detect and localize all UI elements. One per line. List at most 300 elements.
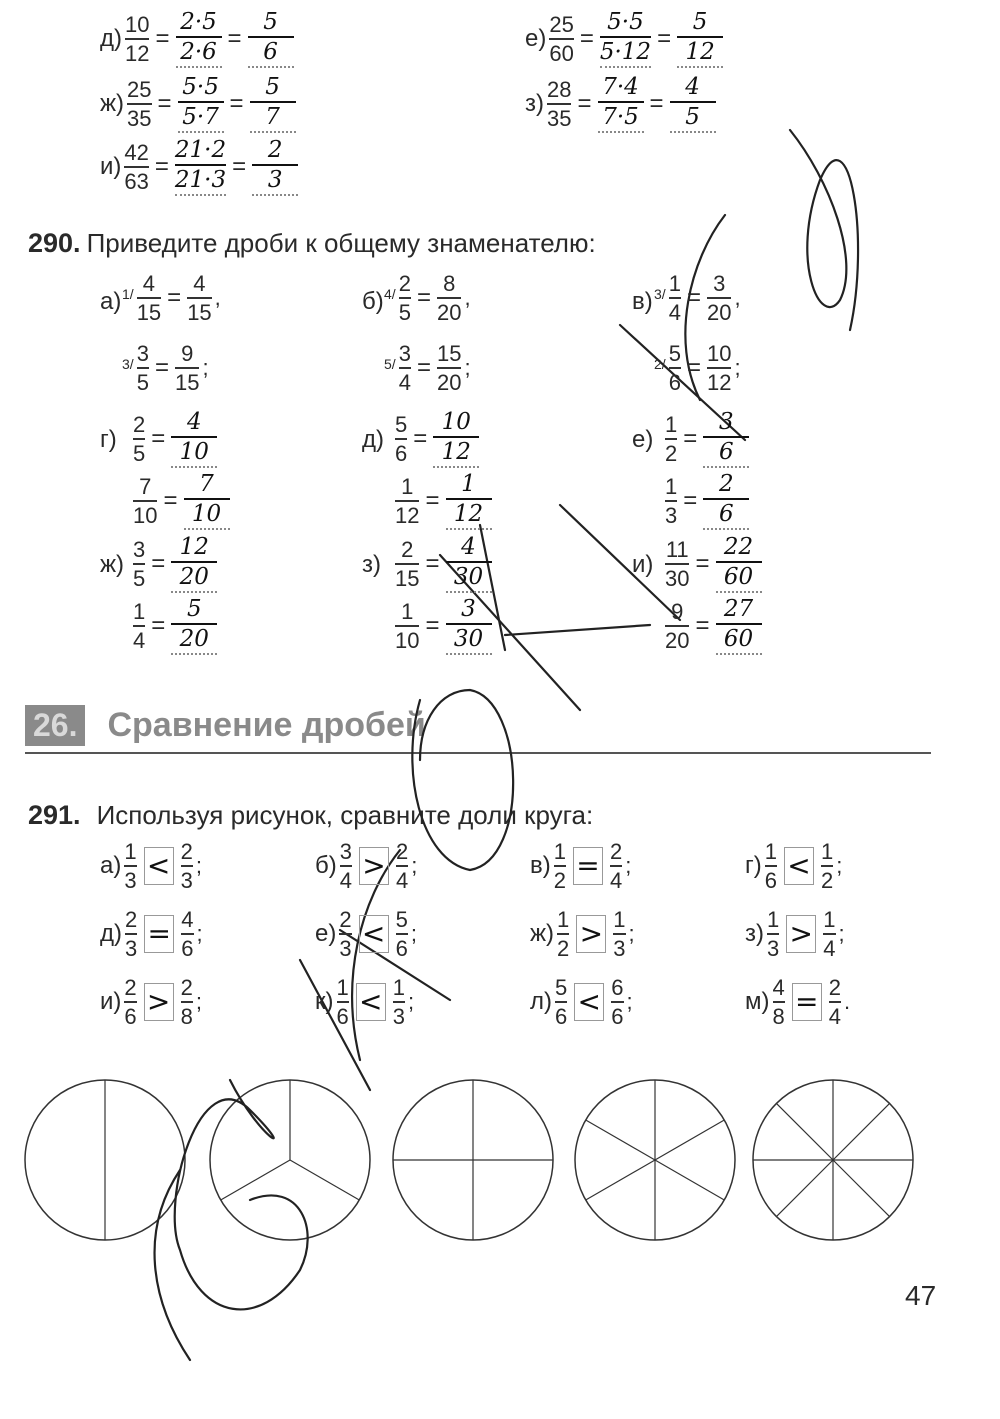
- numerator: 27: [723, 596, 754, 622]
- item-label: и): [100, 987, 122, 1015]
- fraction-bar: [446, 561, 492, 563]
- fraction: [124, 840, 136, 892]
- numerator: 42: [124, 140, 149, 166]
- handwritten-fraction: [252, 138, 298, 196]
- fraction: [337, 976, 349, 1028]
- equals-sign: =: [657, 25, 672, 53]
- compare-item: [100, 976, 202, 1028]
- denominator: 60: [549, 40, 574, 66]
- denominator: 3: [767, 935, 780, 961]
- fraction-bar: [665, 625, 689, 627]
- equals-sign: =: [151, 550, 166, 578]
- fraction: [610, 840, 622, 892]
- fraction: [557, 908, 569, 960]
- common-denominator-line: [384, 272, 471, 324]
- equals-sign: =: [425, 612, 440, 640]
- compare-item: [315, 976, 414, 1028]
- equals-sign: =: [695, 550, 710, 578]
- denominator: 20: [436, 299, 462, 325]
- equals-sign: =: [686, 353, 701, 381]
- circle-division-line: [655, 1120, 724, 1160]
- fraction: [395, 413, 407, 465]
- fraction: [137, 342, 149, 394]
- circle-divided-2: [25, 1080, 185, 1240]
- denominator: 6: [336, 1003, 349, 1029]
- numerator: 9: [181, 341, 194, 366]
- fraction: [829, 976, 841, 1028]
- punctuation: .: [844, 988, 851, 1014]
- fraction-bar: [823, 933, 835, 935]
- item-label: д): [100, 919, 122, 947]
- comparison-sign-box[interactable]: >: [786, 915, 816, 953]
- item-label: в): [632, 288, 653, 315]
- punctuation: ;: [202, 354, 209, 380]
- fraction-bar: [395, 625, 419, 627]
- numerator: 5: [263, 9, 278, 35]
- denominator: 5·7: [182, 104, 219, 131]
- fraction-bar: [829, 1001, 841, 1003]
- numerator: 1: [557, 907, 570, 932]
- fraction: [437, 342, 461, 394]
- denominator: 6: [124, 1003, 137, 1029]
- comparison-sign-box[interactable]: <: [356, 983, 386, 1021]
- circle-divided-6: [575, 1080, 735, 1240]
- fraction-bar: [133, 625, 145, 627]
- item-label: а): [100, 288, 122, 315]
- denominator: 5: [398, 299, 411, 325]
- fraction: [669, 272, 681, 324]
- denominator: 15: [136, 299, 162, 325]
- handwritten-fraction: [250, 75, 296, 133]
- numerator: 1: [767, 907, 780, 932]
- numerator: 4: [181, 907, 194, 932]
- fraction-bar: [175, 164, 226, 166]
- item-label: д): [362, 426, 384, 453]
- comparison-sign-box[interactable]: <: [144, 847, 174, 885]
- denominator: 6: [555, 1003, 568, 1029]
- fraction-bar: [339, 933, 351, 935]
- exercise-title: Используя рисунок, сравните доли круга:: [96, 800, 594, 830]
- fraction-bar: [133, 500, 157, 502]
- fraction-bar: [598, 101, 644, 103]
- denominator: 2: [557, 935, 570, 961]
- denominator: 2: [821, 867, 834, 893]
- fraction: [133, 600, 145, 652]
- numerator: 1: [764, 839, 777, 864]
- denominator: 3: [392, 1003, 405, 1029]
- fraction: [181, 840, 193, 892]
- equals-sign: =: [425, 487, 440, 515]
- denominator: 6: [718, 439, 734, 466]
- equals-sign: =: [579, 25, 594, 53]
- numerator: 1: [336, 975, 349, 1000]
- fraction: [393, 976, 405, 1028]
- fraction-bar: [340, 865, 352, 867]
- circle-division-line: [776, 1103, 833, 1160]
- numerator: 2: [133, 412, 146, 438]
- comparison-sign-box[interactable]: <: [359, 915, 389, 953]
- item-label: з): [362, 551, 381, 578]
- item-label: ж): [100, 551, 125, 578]
- fraction-bar: [677, 36, 723, 38]
- numerator: 2: [401, 537, 414, 563]
- punctuation: ;: [734, 354, 741, 380]
- fraction: [187, 272, 211, 324]
- equals-sign: =: [425, 550, 440, 578]
- fraction-bar: [125, 38, 149, 40]
- handwritten-fraction: [446, 472, 492, 530]
- fraction-bar: [396, 865, 408, 867]
- fraction-bar: [446, 623, 492, 625]
- compare-item: [315, 908, 417, 960]
- denominator: 5·12: [599, 39, 652, 66]
- fraction-bar: [437, 297, 461, 299]
- denominator: 6: [764, 867, 777, 893]
- fraction-bar: [613, 933, 625, 935]
- denominator: 20: [436, 369, 462, 395]
- circle-division-line: [776, 1160, 833, 1217]
- fraction-bar: [133, 563, 145, 565]
- numerator: 2: [125, 907, 138, 932]
- comparison-sign-box[interactable]: =: [792, 983, 822, 1021]
- denominator: 63: [124, 168, 149, 194]
- punctuation: ,: [734, 284, 741, 310]
- circle-division-line: [655, 1160, 724, 1200]
- denominator: 6: [181, 935, 194, 961]
- multiplier: 3/: [654, 285, 666, 302]
- punctuation: ;: [625, 852, 632, 878]
- numerator: 1: [124, 839, 137, 864]
- handwritten-fraction: [176, 10, 222, 68]
- handwritten-fraction: [171, 597, 217, 655]
- equals-sign: =: [163, 487, 178, 515]
- fraction: [821, 840, 833, 892]
- fraction: [547, 78, 571, 130]
- fraction-bar: [554, 865, 566, 867]
- numerator: 2: [828, 975, 841, 1000]
- numerator: 1: [401, 474, 414, 500]
- denominator: 35: [127, 105, 152, 131]
- fraction-bar: [767, 933, 779, 935]
- fraction-bar: [611, 1001, 623, 1003]
- fraction-bar: [187, 297, 211, 299]
- comparison-sign-box[interactable]: <: [784, 847, 814, 885]
- denominator: 15: [187, 299, 212, 325]
- numerator: 4: [193, 271, 206, 296]
- fraction-bar: [395, 563, 419, 565]
- equals-sign: =: [416, 353, 431, 381]
- compare-item: [315, 840, 417, 892]
- fraction: [124, 141, 148, 193]
- handwritten-fraction: [598, 75, 644, 133]
- denominator: 4: [823, 935, 836, 961]
- common-denominator-line: [662, 535, 765, 593]
- denominator: 30: [453, 626, 484, 653]
- fraction-bar: [395, 438, 407, 440]
- denominator: 4: [610, 867, 623, 893]
- comparison-sign-box[interactable]: <: [574, 983, 604, 1021]
- fraction-bar: [555, 1001, 567, 1003]
- denominator: 3: [339, 935, 352, 961]
- equals-sign: =: [413, 425, 428, 453]
- fraction-bar: [707, 367, 731, 369]
- reduce-fraction-item: [100, 10, 297, 68]
- denominator: 3: [665, 502, 678, 528]
- multiplier: 5/: [384, 355, 396, 372]
- denominator: 8: [772, 1003, 785, 1029]
- numerator: 3: [398, 341, 411, 366]
- numerator: 2: [180, 975, 193, 1000]
- numerator: 2: [398, 271, 411, 296]
- circle-divided-4: [393, 1080, 553, 1240]
- fraction-bar: [252, 164, 298, 166]
- compare-item: [530, 840, 631, 892]
- fraction: [669, 342, 681, 394]
- fraction: [125, 13, 149, 65]
- numerator: 1: [553, 839, 566, 864]
- denominator: 12: [125, 40, 150, 66]
- denominator: 15: [395, 565, 420, 591]
- denominator: 2: [665, 440, 678, 466]
- equals-sign: =: [649, 90, 664, 118]
- fraction-bar: [669, 367, 681, 369]
- reduce-fraction-item: [525, 75, 719, 133]
- punctuation: ;: [196, 920, 203, 946]
- denominator: 3: [124, 867, 137, 893]
- denominator: 3: [613, 935, 626, 961]
- fraction-bar: [171, 623, 217, 625]
- handwritten-fraction: [600, 10, 651, 68]
- comparison-sign-box[interactable]: >: [576, 915, 606, 953]
- fraction: [125, 908, 137, 960]
- fraction-bar: [124, 1001, 136, 1003]
- numerator: 1: [613, 907, 626, 932]
- punctuation: ;: [836, 852, 843, 878]
- fraction-bar: [610, 865, 622, 867]
- circle-division-line: [290, 1160, 359, 1200]
- compare-item: [745, 840, 842, 892]
- denominator: 4: [828, 1003, 841, 1029]
- handwritten-fraction: [446, 597, 492, 655]
- denominator: 2·6: [180, 39, 217, 66]
- denominator: 15: [174, 369, 200, 395]
- numerator: 4: [772, 975, 785, 1000]
- denominator: 30: [665, 565, 690, 591]
- numerator: 1: [665, 412, 678, 438]
- fraction: [555, 976, 567, 1028]
- compare-item: [745, 976, 850, 1028]
- denominator: 4: [339, 867, 352, 893]
- handwritten-fraction: [446, 535, 492, 593]
- fraction: [823, 908, 835, 960]
- compare-item: [530, 908, 635, 960]
- fraction: [133, 538, 145, 590]
- numerator: 2: [339, 907, 352, 932]
- denominator: 12: [685, 39, 715, 66]
- fraction-bar: [547, 103, 571, 105]
- circle-divided-8: [753, 1080, 913, 1240]
- numerator: 7: [139, 474, 152, 500]
- equals-sign: =: [154, 153, 169, 181]
- punctuation: ;: [628, 920, 635, 946]
- numerator: 3: [136, 341, 149, 366]
- fraction-bar: [184, 498, 230, 500]
- common-denominator-line: [384, 342, 471, 394]
- numerator: 3: [339, 839, 352, 864]
- fraction-bar: [437, 367, 461, 369]
- fraction-bar: [396, 933, 408, 935]
- numerator: 2: [718, 471, 734, 497]
- common-denominator-line: [654, 342, 741, 394]
- section-title: Сравнение дробей: [107, 706, 426, 744]
- multiplier: 4/: [384, 285, 396, 302]
- denominator: 10: [133, 502, 158, 528]
- comparison-sign-box[interactable]: >: [359, 847, 389, 885]
- equals-sign: =: [155, 25, 170, 53]
- denominator: 12: [706, 369, 732, 395]
- fraction: [773, 976, 785, 1028]
- numerator: 25: [127, 77, 152, 103]
- item-label: е): [525, 25, 547, 53]
- denominator: 4: [133, 627, 146, 653]
- fraction-bar: [707, 297, 731, 299]
- equals-sign: =: [151, 425, 166, 453]
- numerator: 2: [180, 839, 193, 864]
- fraction: [707, 342, 731, 394]
- numerator: 6: [611, 975, 624, 1000]
- denominator: 8: [180, 1003, 193, 1029]
- circle-division-line: [586, 1160, 655, 1200]
- numerator: 4: [186, 409, 202, 435]
- common-denominator-line: [130, 472, 233, 530]
- denominator: 12: [453, 501, 484, 528]
- numerator: 5: [186, 596, 202, 622]
- denominator: 3: [125, 935, 138, 961]
- numerator: 1: [401, 599, 414, 625]
- fraction: [665, 600, 689, 652]
- fraction-bar: [665, 500, 677, 502]
- numerator: 4: [685, 74, 700, 100]
- numerator: 2: [396, 839, 409, 864]
- numerator: 5: [668, 341, 681, 366]
- common-denominator-line: [122, 272, 221, 324]
- numerator: 15: [436, 341, 462, 366]
- common-denominator-line: [130, 535, 220, 593]
- fraction-bar: [670, 101, 716, 103]
- comparison-sign-box[interactable]: =: [144, 915, 174, 953]
- denominator: 5: [136, 369, 149, 395]
- punctuation: ;: [411, 852, 418, 878]
- compare-item: [100, 908, 203, 960]
- numerator: 1: [823, 907, 836, 932]
- fraction-bar: [181, 865, 193, 867]
- numerator: 1: [821, 839, 834, 864]
- equals-sign: =: [683, 425, 698, 453]
- denominator: 10: [395, 627, 420, 653]
- denominator: 5: [685, 104, 700, 131]
- reduce-fraction-item: [525, 10, 726, 68]
- fraction-bar: [773, 1001, 785, 1003]
- fraction-bar: [665, 438, 677, 440]
- denominator: 4: [668, 299, 681, 325]
- fraction: [124, 976, 136, 1028]
- numerator: 1: [133, 599, 146, 625]
- handwritten-fraction: [184, 472, 230, 530]
- comparison-sign-box[interactable]: =: [573, 847, 603, 885]
- fraction: [399, 342, 411, 394]
- fraction: [396, 840, 408, 892]
- numerator: 4: [142, 271, 156, 296]
- fraction-bar: [124, 865, 136, 867]
- numerator: 22: [723, 534, 754, 560]
- denominator: 5: [133, 565, 146, 591]
- denominator: 60: [723, 564, 754, 591]
- fraction-bar: [176, 36, 222, 38]
- item-label: г): [100, 426, 117, 453]
- numerator: 1: [665, 474, 678, 500]
- fraction-bar: [181, 1001, 193, 1003]
- compare-item: [100, 840, 202, 892]
- numerator: 4: [461, 534, 476, 560]
- common-denominator-line: [392, 410, 482, 468]
- fraction-bar: [703, 436, 749, 438]
- denominator: 20: [665, 627, 690, 653]
- common-denominator-line: [392, 535, 495, 593]
- comparison-sign-box[interactable]: >: [144, 983, 174, 1021]
- denominator: 35: [547, 105, 572, 131]
- denominator: 30: [453, 564, 484, 591]
- numerator: 21·2: [174, 137, 227, 163]
- fraction: [665, 475, 677, 527]
- item-label: б): [315, 851, 337, 879]
- denominator: 2: [553, 867, 566, 893]
- item-label: з): [745, 919, 764, 947]
- fraction-bar: [716, 561, 762, 563]
- handwritten-fraction: [670, 75, 716, 133]
- item-label: ж): [530, 919, 555, 947]
- fraction: [665, 413, 677, 465]
- section-number: 26.: [25, 705, 85, 746]
- fraction-bar: [395, 500, 419, 502]
- equals-sign: =: [416, 283, 431, 311]
- denominator: 3: [180, 867, 193, 893]
- fraction: [613, 908, 625, 960]
- numerator: 5: [395, 412, 408, 438]
- punctuation: ,: [214, 284, 221, 310]
- fraction-bar: [557, 933, 569, 935]
- equals-sign: =: [167, 283, 182, 311]
- fraction: [611, 976, 623, 1028]
- numerator: 12: [179, 534, 209, 560]
- numerator: 3: [133, 537, 146, 563]
- punctuation: ,: [464, 284, 471, 310]
- numerator: 7: [199, 471, 214, 497]
- circle-division-line: [586, 1120, 655, 1160]
- denominator: 6: [263, 39, 278, 66]
- fraction-bar: [821, 865, 833, 867]
- equals-sign: =: [695, 612, 710, 640]
- equals-sign: =: [229, 90, 244, 118]
- common-denominator-line: [662, 472, 752, 530]
- numerator: 5: [692, 9, 708, 35]
- fraction-bar: [137, 367, 149, 369]
- numerator: 2: [124, 975, 137, 1000]
- numerator: 1: [668, 271, 681, 296]
- page-number: 47: [905, 1280, 937, 1311]
- denominator: 20: [179, 564, 209, 591]
- numerator: 3: [713, 271, 726, 296]
- fraction-bar: [178, 101, 224, 103]
